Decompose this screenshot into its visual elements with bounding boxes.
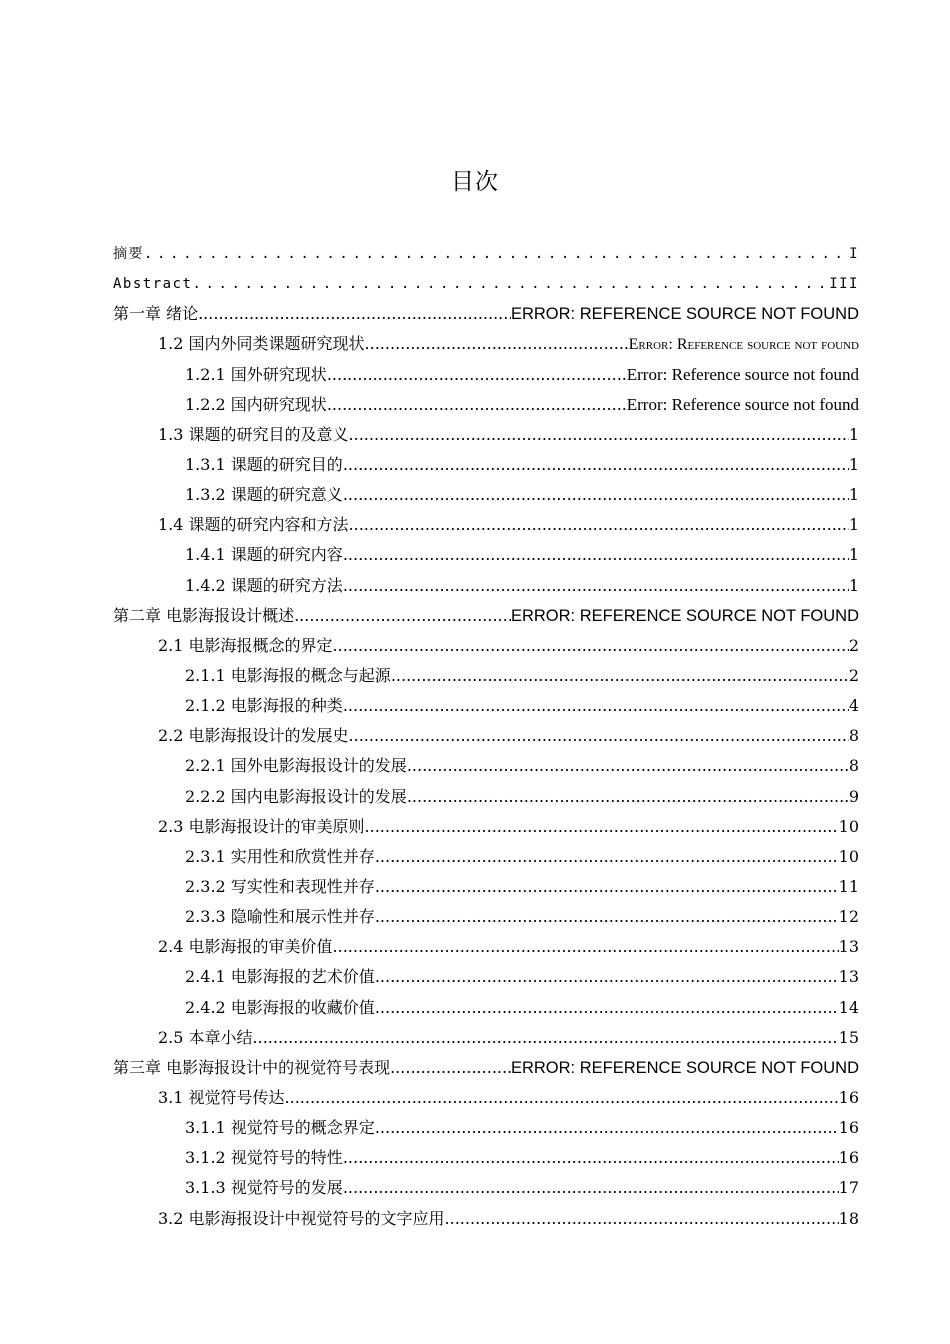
toc-entry-label: 1.4.2 课题的研究方法 xyxy=(185,575,343,595)
toc-entry-page: ERROR: REFERENCE SOURCE NOT FOUND xyxy=(510,606,859,625)
toc-entry-label: 1.4 课题的研究内容和方法 xyxy=(158,515,349,535)
toc-entry-page: 13 xyxy=(838,937,859,957)
toc-entry[interactable] xyxy=(113,962,859,992)
toc-entry[interactable] xyxy=(113,902,859,932)
table-of-contents xyxy=(113,239,859,1234)
toc-leader-dots xyxy=(407,751,849,781)
toc-entry-page: 1 xyxy=(848,545,859,565)
toc-entry-label: 1.4.1 课题的研究内容 xyxy=(185,545,343,565)
toc-entry-label: 3.1.1 视觉符号的概念界定 xyxy=(185,1118,375,1138)
toc-entry-label: 2.1.2 电影海报的种类 xyxy=(185,696,343,716)
toc-entry-page: 2 xyxy=(848,635,859,655)
toc-entry-label: 2.2 电影海报设计的发展史 xyxy=(158,726,349,746)
toc-leader-dots xyxy=(375,902,839,932)
toc-leader-dots xyxy=(375,1113,839,1143)
toc-entry-page: III xyxy=(829,276,859,293)
toc-entry[interactable] xyxy=(113,1173,859,1203)
toc-leader-dots xyxy=(253,1023,839,1053)
toc-entry-label: 2.2.2 国内电影海报设计的发展 xyxy=(185,786,407,806)
toc-entry-label: Abstract xyxy=(113,276,193,293)
toc-entry[interactable] xyxy=(113,782,859,812)
toc-entry[interactable] xyxy=(113,1053,859,1083)
toc-leader-dots xyxy=(343,480,849,510)
toc-entry[interactable] xyxy=(113,751,859,781)
toc-entry-label: 3.2 电影海报设计中视觉符号的文字应用 xyxy=(158,1208,445,1228)
toc-entry[interactable] xyxy=(113,450,859,480)
toc-leader-dots xyxy=(365,329,629,359)
toc-leader-dots xyxy=(349,721,849,751)
toc-entry-page: 16 xyxy=(838,1148,859,1168)
toc-entry-label: 2.3.1 实用性和欣赏性并存 xyxy=(185,846,375,866)
page-title: 目次 xyxy=(451,169,499,195)
toc-entry-page: 16 xyxy=(838,1118,859,1138)
toc-entry-label: 1.3.2 课题的研究意义 xyxy=(185,485,343,505)
toc-entry-page: I xyxy=(849,246,859,262)
toc-entry-page: 1 xyxy=(848,515,859,535)
toc-entry-page: 2 xyxy=(848,665,859,685)
toc-entry[interactable] xyxy=(113,631,859,661)
toc-entry-page: ERROR: REFERENCE SOURCE NOT FOUND xyxy=(510,1058,859,1077)
toc-entry-page: 1 xyxy=(848,575,859,595)
toc-entry[interactable] xyxy=(113,390,859,420)
toc-entry-label: 1.2.2 国内研究现状 xyxy=(185,394,327,414)
toc-entry-page: Error: Reference source not found xyxy=(626,364,859,384)
toc-entry-page: 11 xyxy=(838,876,859,896)
toc-entry-label: 摘要 xyxy=(113,246,144,262)
toc-entry[interactable] xyxy=(113,721,859,751)
toc-entry[interactable] xyxy=(113,360,859,390)
toc-entry[interactable] xyxy=(113,1143,859,1173)
toc-leader-dots xyxy=(294,601,511,631)
toc-leader-dots xyxy=(375,842,839,872)
toc-leader-dots xyxy=(198,299,511,329)
toc-leader-dots xyxy=(144,239,849,269)
toc-entry[interactable] xyxy=(113,420,859,450)
toc-entry-label: 2.4 电影海报的审美价值 xyxy=(158,937,333,957)
toc-entry-page: 1 xyxy=(848,485,859,505)
toc-leader-dots xyxy=(333,932,839,962)
toc-entry-label: 1.2.1 国外研究现状 xyxy=(185,364,327,384)
toc-leader-dots xyxy=(343,1173,839,1203)
toc-entry[interactable] xyxy=(113,1083,859,1113)
toc-entry[interactable] xyxy=(113,1023,859,1053)
toc-leader-dots xyxy=(343,691,849,721)
toc-entry[interactable] xyxy=(113,239,859,269)
toc-entry[interactable] xyxy=(113,691,859,721)
toc-entry[interactable] xyxy=(113,842,859,872)
toc-entry-label: 2.5 本章小结 xyxy=(158,1027,253,1047)
toc-leader-dots xyxy=(445,1204,839,1234)
toc-leader-dots xyxy=(285,1083,839,1113)
toc-entry-label: 第二章 电影海报设计概述 xyxy=(113,605,295,625)
toc-leader-dots xyxy=(349,420,849,450)
toc-entry-page: 10 xyxy=(838,816,859,836)
toc-entry-page: 16 xyxy=(838,1087,859,1107)
toc-entry-label: 2.4.1 电影海报的艺术价值 xyxy=(185,967,375,987)
toc-entry-page: 8 xyxy=(848,756,859,776)
toc-leader-dots xyxy=(192,269,829,299)
toc-entry-page: 4 xyxy=(848,696,859,716)
toc-entry[interactable] xyxy=(113,932,859,962)
toc-entry[interactable] xyxy=(113,571,859,601)
toc-entry-label: 1.3.1 课题的研究目的 xyxy=(185,454,343,474)
toc-entry[interactable] xyxy=(113,601,859,631)
toc-entry-label: 2.3.3 隐喻性和展示性并存 xyxy=(185,907,375,927)
toc-leader-dots xyxy=(390,1053,511,1083)
toc-leader-dots xyxy=(391,661,849,691)
toc-leader-dots xyxy=(375,872,839,902)
toc-entry-page: 15 xyxy=(838,1027,859,1047)
toc-entry[interactable] xyxy=(113,661,859,691)
toc-entry-page: 1 xyxy=(848,454,859,474)
toc-entry-page: 1 xyxy=(848,424,859,444)
toc-entry-label: 3.1 视觉符号传达 xyxy=(158,1087,285,1107)
toc-entry-label: 2.1 电影海报概念的界定 xyxy=(158,635,333,655)
toc-entry[interactable] xyxy=(113,993,859,1023)
toc-entry[interactable] xyxy=(113,480,859,510)
toc-entry-page: Error: Reference source not found xyxy=(626,394,859,414)
toc-leader-dots xyxy=(343,540,849,570)
toc-entry-page: ERROR: REFERENCE SOURCE NOT FOUND xyxy=(510,305,859,324)
toc-entry-page: 9 xyxy=(848,786,859,806)
toc-entry-label: 2.1.1 电影海报的概念与起源 xyxy=(185,665,391,685)
toc-entry[interactable] xyxy=(113,872,859,902)
toc-entry-page: 12 xyxy=(838,907,859,927)
toc-leader-dots xyxy=(375,993,839,1023)
toc-leader-dots xyxy=(333,631,849,661)
toc-entry-label: 第一章 绪论 xyxy=(113,304,199,324)
toc-leader-dots xyxy=(327,360,627,390)
toc-entry-label: 3.1.2 视觉符号的特性 xyxy=(185,1148,343,1168)
toc-entry-page: 8 xyxy=(848,726,859,746)
toc-entry-label: 2.4.2 电影海报的收藏价值 xyxy=(185,997,375,1017)
toc-leader-dots xyxy=(349,510,849,540)
toc-entry[interactable] xyxy=(113,1113,859,1143)
toc-leader-dots xyxy=(343,450,849,480)
toc-entry-page: 14 xyxy=(838,997,859,1017)
toc-entry-label: 2.2.1 国外电影海报设计的发展 xyxy=(185,756,407,776)
toc-entry[interactable] xyxy=(113,1204,859,1234)
toc-entry-label: 3.1.3 视觉符号的发展 xyxy=(185,1178,343,1198)
toc-entry[interactable] xyxy=(113,269,859,299)
toc-leader-dots xyxy=(365,812,839,842)
toc-entry[interactable] xyxy=(113,510,859,540)
toc-entry-page: Error: Reference source not found xyxy=(628,336,859,354)
toc-leader-dots xyxy=(407,782,849,812)
toc-entry-label: 第三章 电影海报设计中的视觉符号表现 xyxy=(113,1057,391,1077)
toc-entry[interactable] xyxy=(113,540,859,570)
toc-entry-page: 17 xyxy=(838,1178,859,1198)
toc-leader-dots xyxy=(327,390,627,420)
toc-entry[interactable] xyxy=(113,329,859,359)
toc-entry-page: 13 xyxy=(838,967,859,987)
toc-entry[interactable] xyxy=(113,812,859,842)
toc-entry-label: 1.2 国内外同类课题研究现状 xyxy=(158,334,365,354)
toc-leader-dots xyxy=(343,571,849,601)
toc-leader-dots xyxy=(343,1143,839,1173)
toc-entry-page: 18 xyxy=(838,1208,859,1228)
toc-entry-label: 2.3 电影海报设计的审美原则 xyxy=(158,816,365,836)
toc-leader-dots xyxy=(375,962,839,992)
toc-entry-label: 1.3 课题的研究目的及意义 xyxy=(158,424,349,444)
toc-entry[interactable] xyxy=(113,299,859,329)
toc-entry-label: 2.3.2 写实性和表现性并存 xyxy=(185,876,375,896)
toc-entry-page: 10 xyxy=(838,846,859,866)
